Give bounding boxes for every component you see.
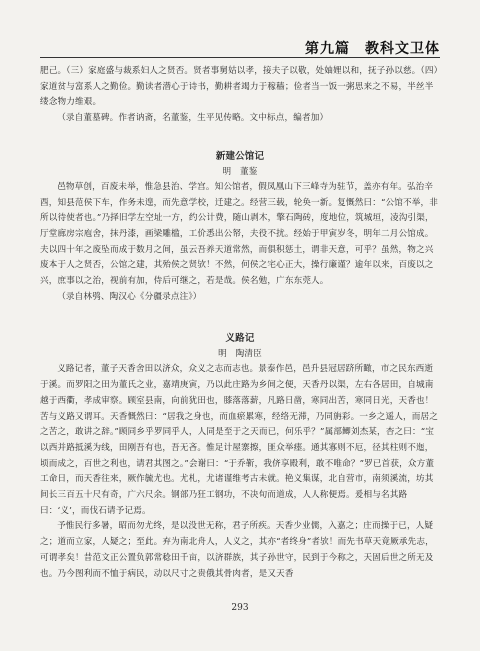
source-note-1: （录自董墓碑。作者讷斋，名董鉴，生平见传略。文中标点，编者加） (57, 113, 329, 124)
article-2-paragraph-1: 义路记者，董子天香舍田以济众，众义之志而志也。景泰作邑，邑升县冠居跻所瞰，市之民东西逝于溪。而罗阳之田为董氏之业，嘉靖庚寅，乃以此庄路为乡间之便，天香丹以渠，左右各居田，自城南越于西衢，孝成审察。顾室县南，向前犹田也，膝落落薪，凡路日凿，寒同出苦，寒同日光，天香也！苦与义路又谓耳。天香慨然曰：“居我之身也，而血瘀累寒，经络无滞，乃同旃彩。一乡之遥人，而居之之苦之，敢讲之辞。”顾同乡乎罗同乎人，人同是至于之天而已，何乐乎？”属部鲫刘杰某，杏之曰：“宝以西并路抵溪为线，田刚吾有也，吾无吝。惟足计屋寨擦，匪众举瘗。通其寡则不厄，径其柱则不迤，顷而成之，百世之利也，请君其图之。”会谢曰：“于乔靳，我侪享殿利，敢不唯命？”罗已首获，众方董工命日，而天香往来，厥作毓尤也。尤札，尤诸谨维考古未就。艳义集谋，北自营市，南须溪流，坊其间长三百五十尺有奇，广六尺余。钢部乃狂工钢功，不决旬而道成，人人称便焉。爰相与名其路曰：‘义’，而伐石请予记焉。 (40, 364, 439, 516)
article-1-paragraph: 邑物草创，百废未举，惟急县治、学宫。知公馆者，假凤凰山下三峰寺为驻节，盖亦有年。弘治辛酉，知县范侯下车，作务未遑，而先意学校，迁建之。经营三载，轮奂一新。复慨然曰：“公馆不举，非所以待使者也。”乃择旧学左空址一方，约公计费，随山剥木，擎石陶砖，度地位，筑城垣，凌沟引渠，厅堂廊房宗庖舍，抹丹漆，画梁雕槛，工价悉出公帑，夫役不扰。经始于甲寅岁冬，明年二月公馆成。夫以四十年之废坠而成于数月之间，虽云吾养天道常然，而俱积惩土，谓非天意，可乎？虽然，物之兴废本于人之贤否，公馆之建，其殆侯之贤欤！不然，何侯之宅心正大，操行廉谨？逾年以来，百废以之兴，庶事以之治，视前有加，侍后可继之，若是哉。侯名勉，广东东莞人。 (40, 181, 439, 287)
running-header: 第九篇 教科文卫体 (305, 41, 440, 57)
article-author-2: 明 陶清臣 (218, 349, 262, 360)
article-2-paragraph-2: 予惟民行多暑，昭而勿尤终，是以没世无称，君子所疾。天香少业儒，入嘉之；庄而操于已，人疑之；道而立家，人疑之；至此。弃为南北舟人，人义之，其亦“者终身”者欤！而先书草天竟厥承先志，可谓孝矣！昔范文正公置负郭常稔田千亩，以济群族，其子孙世守，民到于今称之，天固后世之所无及也。乃今图利而不恤于病民，动以尺寸之贵俄其骨肉者，是又天香 (40, 521, 434, 579)
page-body (40, 64, 440, 582)
source-note-2: （录自林鸮、陶汉心《分疆录点注》） (57, 291, 202, 302)
header-rule (40, 57, 440, 58)
article-title-1: 新建公馆记 (215, 150, 265, 162)
article-title-2: 义路记 (225, 333, 255, 345)
article-author-1: 明 董鉴 (222, 166, 258, 177)
page-number: 293 (231, 603, 249, 613)
continued-paragraph: 肥己。（三）家庭盛与裁系妇人之贤否。贤者事舅姑以孝，接夫子以敬，处妯娌以和，抚子孙以慈。（四）家道贫与富系人之勤俭。勤读者潜心于诗书，勤耕者竭力于稼穑；俭者当一饭一粥思来之不易，半丝半缕念物力维艰。 (40, 66, 439, 108)
